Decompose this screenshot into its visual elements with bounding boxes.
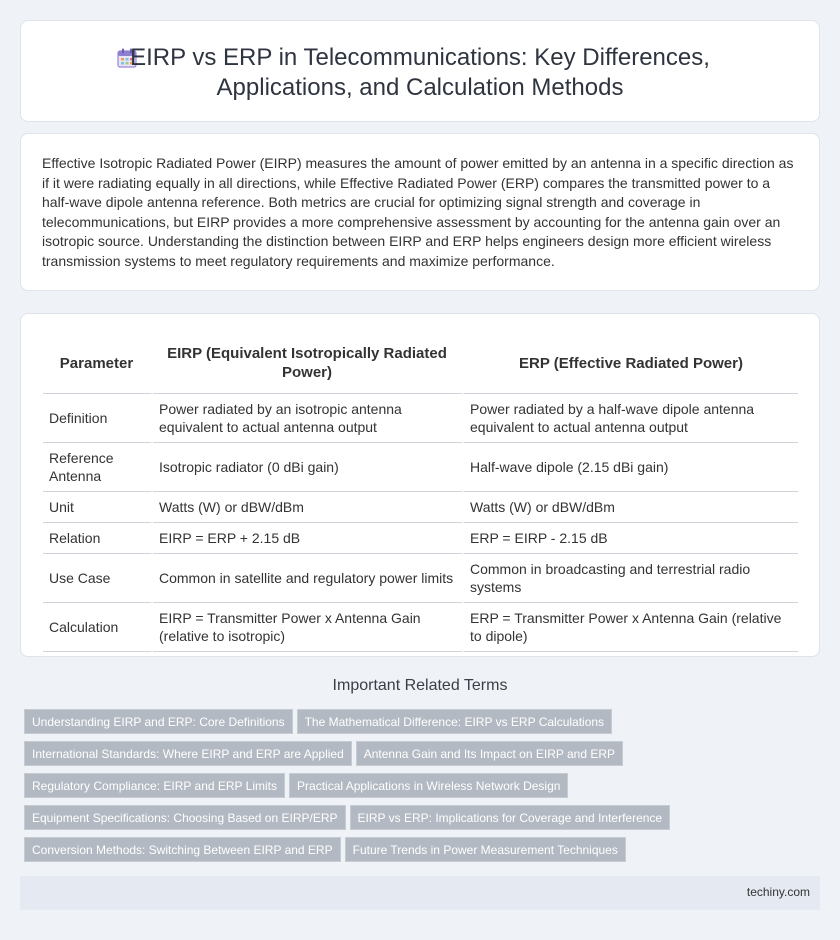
footer (20, 876, 820, 910)
related-term-link[interactable]: Future Trends in Power Measurement Techniques (345, 837, 626, 862)
header-eirp: EIRP (Equivalent Isotropically Radiated Power) (153, 333, 464, 394)
table-row (43, 523, 798, 554)
table-cell: Watts (W) or dBW/dBm (464, 492, 798, 523)
related-term-link[interactable]: Practical Applications in Wireless Network Design (289, 773, 568, 798)
related-term-link[interactable]: Conversion Methods: Switching Between EIRP and ERP (24, 837, 341, 862)
tag-row (24, 837, 804, 869)
table-cell: Use Case (43, 554, 153, 603)
related-terms-heading: Important Related Terms (332, 677, 508, 694)
intro-paragraph: Effective Isotropic Radiated Power (EIRP) measures the amount of power emitted by an antenna in a specific direction as if it were radiating equally in all directions, while Effective Radiated Power (ERP) compares the transmitted power to a half-wave dipole antenna reference. Both metrics are crucial for optimizing signal strength and coverage in telecommunications, but EIRP provides a more comprehensive assessment by accounting for the antenna gain over an isotropic source. Understanding the distinction between EIRP and ERP helps engineers design more efficient wireless transmission systems to meet regulatory requirements and maximize performance. (42, 155, 794, 269)
table-cell: ERP = Transmitter Power x Antenna Gain (relative to dipole) (464, 603, 798, 652)
table-row (43, 603, 798, 652)
related-term-link[interactable]: International Standards: Where EIRP and ERP are Applied (24, 741, 352, 766)
comparison-table (43, 333, 798, 652)
table-row (43, 554, 798, 603)
table-cell: EIRP = Transmitter Power x Antenna Gain (relative to isotropic) (153, 603, 464, 652)
table-cell: Common in broadcasting and terrestrial radio systems (464, 554, 798, 603)
table-cell: Isotropic radiator (0 dBi gain) (153, 443, 464, 492)
table-cell: Common in satellite and regulatory power limits (153, 554, 464, 603)
related-term-link[interactable]: Antenna Gain and Its Impact on EIRP and ERP (356, 741, 623, 766)
table-cell: Power radiated by a half-wave dipole antenna equivalent to actual antenna output (464, 394, 798, 443)
table-cell: ERP = EIRP - 2.15 dB (464, 523, 798, 554)
tag-row (24, 805, 804, 837)
table-row (43, 492, 798, 523)
table-cell: Definition (43, 394, 153, 443)
comparison-card (20, 313, 820, 657)
table-cell: EIRP = ERP + 2.15 dB (153, 523, 464, 554)
table-cell: Reference Antenna (43, 443, 153, 492)
header-parameter: Parameter (43, 333, 153, 394)
table-row (43, 394, 798, 443)
related-term-link[interactable]: The Mathematical Difference: EIRP vs ERP Calculations (297, 709, 612, 734)
table-cell: Unit (43, 492, 153, 523)
page-title: EIRP vs ERP in Telecommunications: Key Differences, Applications, and Calculation Methods (130, 44, 710, 101)
table-cell: Half-wave dipole (2.15 dBi gain) (464, 443, 798, 492)
related-term-link[interactable]: EIRP vs ERP: Implications for Coverage and Interference (350, 805, 671, 830)
tag-row (24, 773, 804, 805)
table-row (43, 443, 798, 492)
related-terms-list (24, 709, 804, 869)
related-term-link[interactable]: Understanding EIRP and ERP: Core Definitions (24, 709, 293, 734)
table-header-row (43, 333, 798, 394)
footer-site-name: techiny.com (746, 885, 810, 899)
table-cell: Calculation (43, 603, 153, 652)
intro-card (20, 133, 820, 291)
table-cell: Relation (43, 523, 153, 554)
title-card (20, 20, 820, 122)
table-cell: Watts (W) or dBW/dBm (153, 492, 464, 523)
related-term-link[interactable]: Regulatory Compliance: EIRP and ERP Limits (24, 773, 285, 798)
tag-row (24, 709, 804, 741)
header-erp: ERP (Effective Radiated Power) (464, 333, 798, 394)
table-cell: Power radiated by an isotropic antenna equivalent to actual antenna output (153, 394, 464, 443)
related-term-link[interactable]: Equipment Specifications: Choosing Based on EIRP/ERP (24, 805, 346, 830)
tag-row (24, 741, 804, 773)
